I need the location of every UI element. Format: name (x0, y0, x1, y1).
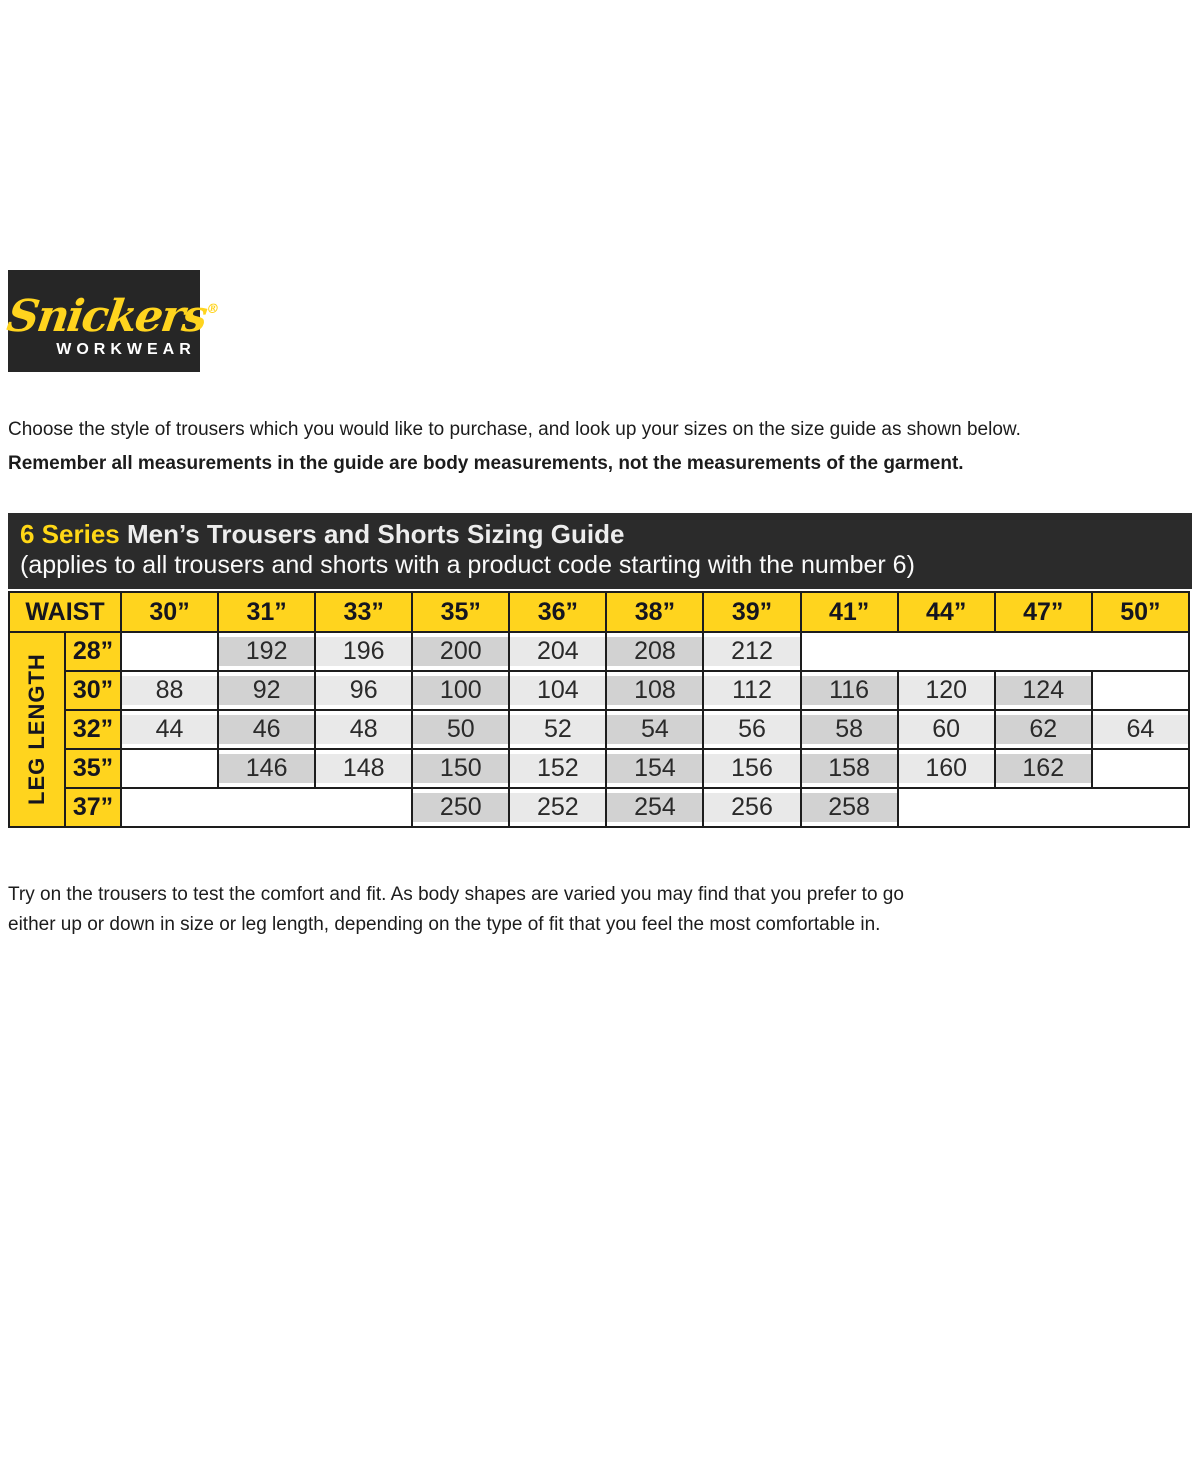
waist-column-header: 44” (898, 592, 995, 632)
size-value: 92 (219, 676, 314, 705)
size-cell (703, 788, 800, 827)
size-cell (412, 749, 509, 788)
size-value: 64 (1093, 715, 1188, 744)
size-value: 120 (899, 676, 994, 705)
waist-column-header: 35” (412, 592, 509, 632)
size-cell (218, 632, 315, 671)
waist-column-header: 30” (121, 592, 218, 632)
leg-length-row-label: 32” (65, 710, 121, 749)
sizing-guide-subtitle: (applies to all trousers and shorts with a product code starting with the number 6) (20, 551, 915, 579)
waist-column-header: 36” (509, 592, 606, 632)
size-value: 254 (607, 793, 702, 822)
size-cell (1092, 710, 1189, 749)
leg-length-row-label: 37” (65, 788, 121, 827)
size-cell (509, 710, 606, 749)
size-cell (898, 749, 995, 788)
intro-text (8, 418, 1192, 475)
waist-header-row (9, 592, 1189, 632)
size-value: 256 (704, 793, 799, 822)
size-value: 58 (802, 715, 897, 744)
size-value: 100 (413, 676, 508, 705)
size-cell (703, 632, 800, 671)
waist-header-label: WAIST (9, 592, 121, 632)
sizing-table (8, 591, 1190, 828)
size-cell (801, 710, 898, 749)
size-value: 112 (704, 676, 799, 705)
size-cell (898, 671, 995, 710)
page (0, 270, 1200, 940)
sizing-guide-title (20, 519, 1180, 550)
size-value: 250 (413, 793, 508, 822)
size-cell (412, 632, 509, 671)
empty-cell (121, 788, 412, 827)
size-value: 208 (607, 637, 702, 666)
size-value: 52 (510, 715, 605, 744)
size-cell (121, 710, 218, 749)
empty-cell (121, 749, 218, 788)
size-cell (995, 671, 1092, 710)
intro-paragraph-2: Remember all measurements in the guide are body measurements, not the measurements of the garment. (8, 453, 964, 474)
size-cell (606, 671, 703, 710)
size-cell (801, 788, 898, 827)
size-value: 146 (219, 754, 314, 783)
sizing-guide-title-bar (8, 513, 1192, 589)
snickers-logo (3, 270, 221, 372)
empty-cell (1092, 671, 1189, 710)
size-cell (898, 710, 995, 749)
table-row (9, 788, 1189, 827)
size-value: 154 (607, 754, 702, 783)
size-cell (315, 671, 412, 710)
leg-length-row-label: 30” (65, 671, 121, 710)
size-value: 252 (510, 793, 605, 822)
size-cell (509, 671, 606, 710)
table-row (9, 632, 1189, 671)
size-cell (606, 632, 703, 671)
size-cell (703, 710, 800, 749)
size-value: 54 (607, 715, 702, 744)
size-value: 258 (802, 793, 897, 822)
size-cell (703, 749, 800, 788)
size-cell (801, 749, 898, 788)
footer-line-1: Try on the trousers to test the comfort and fit. As body shapes are varied you may find that you prefer to go (8, 884, 904, 905)
logo-brand-word: Snickers (3, 290, 209, 342)
size-value: 212 (704, 637, 799, 666)
table-row (9, 749, 1189, 788)
waist-column-header: 38” (606, 592, 703, 632)
logo-brand-text (3, 287, 221, 342)
size-cell (801, 671, 898, 710)
size-cell (412, 671, 509, 710)
size-value: 108 (607, 676, 702, 705)
size-value: 158 (802, 754, 897, 783)
size-value: 204 (510, 637, 605, 666)
empty-cell (1092, 749, 1189, 788)
size-cell (995, 710, 1092, 749)
size-cell (218, 710, 315, 749)
size-value: 44 (122, 715, 217, 744)
size-value: 124 (996, 676, 1091, 705)
size-value: 56 (704, 715, 799, 744)
intro-paragraph-1: Choose the style of trousers which you would like to purchase, and look up your sizes on the size guide as shown below. (8, 419, 1021, 440)
size-cell (509, 788, 606, 827)
table-row (9, 671, 1189, 710)
size-cell (412, 710, 509, 749)
waist-column-header: 33” (315, 592, 412, 632)
size-value: 88 (122, 676, 217, 705)
waist-column-header: 41” (801, 592, 898, 632)
waist-column-header: 31” (218, 592, 315, 632)
size-value: 60 (899, 715, 994, 744)
footer-line-2: either up or down in size or leg length, depending on the type of fit that you feel the most comfortable in. (8, 914, 881, 935)
size-cell (315, 749, 412, 788)
size-cell (509, 749, 606, 788)
size-cell (121, 671, 218, 710)
logo-sub-brand-text: WORKWEAR (56, 340, 196, 358)
size-value: 160 (899, 754, 994, 783)
leg-length-row-label: 35” (65, 749, 121, 788)
size-cell (315, 710, 412, 749)
size-cell (509, 632, 606, 671)
size-value: 96 (316, 676, 411, 705)
size-cell (606, 788, 703, 827)
empty-cell (121, 632, 218, 671)
size-value: 192 (219, 637, 314, 666)
size-value: 50 (413, 715, 508, 744)
size-value: 148 (316, 754, 411, 783)
empty-cell (898, 788, 1189, 827)
waist-column-header: 39” (703, 592, 800, 632)
size-value: 152 (510, 754, 605, 783)
leg-length-row-label: 28” (65, 632, 121, 671)
size-cell (606, 749, 703, 788)
size-value: 196 (316, 637, 411, 666)
size-value: 150 (413, 754, 508, 783)
size-cell (703, 671, 800, 710)
leg-length-group-label: LEG LENGTH (9, 632, 65, 827)
size-cell (995, 749, 1092, 788)
title-text: Men’s Trousers and Shorts Sizing Guide (119, 519, 625, 549)
size-value: 156 (704, 754, 799, 783)
size-value: 200 (413, 637, 508, 666)
size-cell (412, 788, 509, 827)
size-value: 104 (510, 676, 605, 705)
waist-column-header: 47” (995, 592, 1092, 632)
footer-text (8, 880, 1192, 940)
size-cell (218, 749, 315, 788)
size-cell (606, 710, 703, 749)
table-row (9, 710, 1189, 749)
size-value: 62 (996, 715, 1091, 744)
empty-cell (801, 632, 1189, 671)
size-value: 116 (802, 676, 897, 705)
size-value: 46 (219, 715, 314, 744)
size-cell (315, 632, 412, 671)
size-value: 162 (996, 754, 1091, 783)
size-value: 48 (316, 715, 411, 744)
waist-column-header: 50” (1092, 592, 1189, 632)
size-cell (218, 671, 315, 710)
registered-mark-icon: ® (205, 301, 221, 317)
series-highlight: 6 Series (20, 519, 120, 549)
